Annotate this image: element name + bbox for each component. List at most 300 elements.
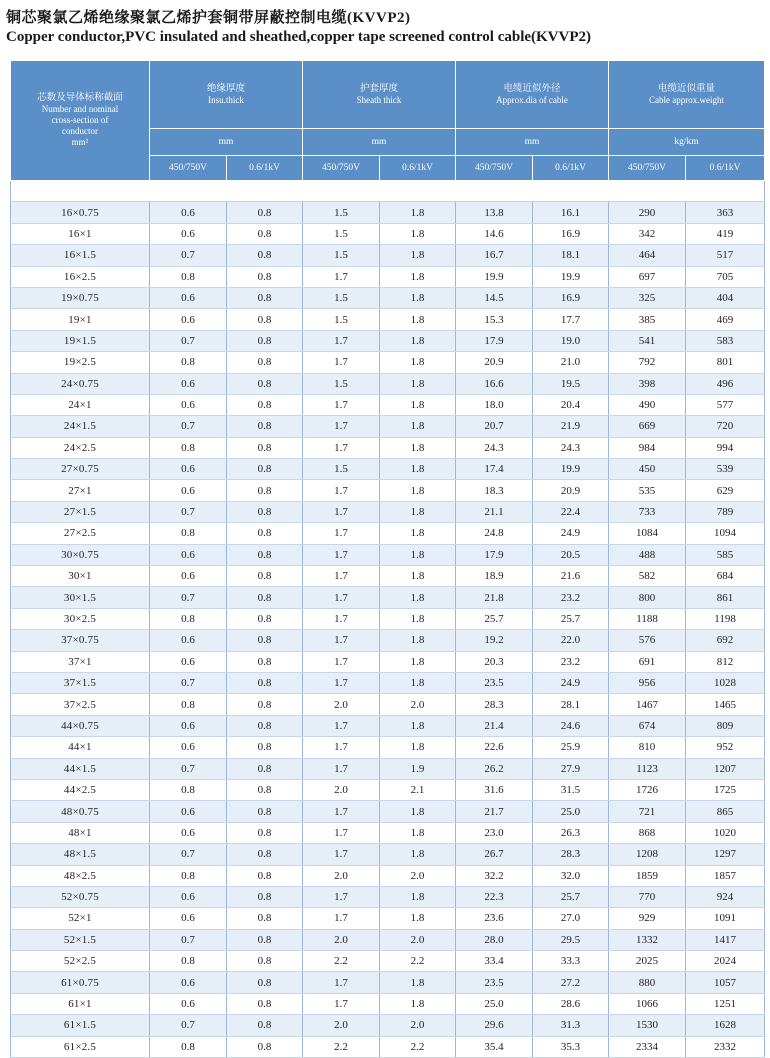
cell-weight-0-6-1kv: 1857 xyxy=(686,865,765,886)
cell-diameter-450-750v: 14.6 xyxy=(456,223,533,244)
cell-insulation-450-750v: 0.7 xyxy=(150,501,227,522)
cell-sheath-0-6-1kv: 1.8 xyxy=(380,523,456,544)
cell-weight-450-750v: 2025 xyxy=(609,951,686,972)
cell-weight-450-750v: 541 xyxy=(609,330,686,351)
cell-insulation-0-6-1kv: 0.8 xyxy=(227,822,303,843)
cell-weight-450-750v: 576 xyxy=(609,630,686,651)
page-title-english: Copper conductor,PVC insulated and sheathed,copper tape screened control cable(KVVP2) xyxy=(6,29,591,45)
cell-sheath-450-750v: 1.5 xyxy=(303,223,380,244)
table-row xyxy=(11,266,765,287)
cell-weight-450-750v: 342 xyxy=(609,223,686,244)
cell-diameter-450-750v: 23.0 xyxy=(456,822,533,843)
cell-sheath-450-750v: 1.7 xyxy=(303,844,380,865)
cell-diameter-0-6-1kv: 28.6 xyxy=(533,993,609,1014)
cell-weight-0-6-1kv: 1628 xyxy=(686,1015,765,1036)
header-diameter-en: Approx.dia of cable xyxy=(496,94,568,105)
cell-insulation-450-750v: 0.8 xyxy=(150,951,227,972)
header-voltage-low: 450/750V xyxy=(303,156,380,181)
cell-sheath-0-6-1kv: 1.8 xyxy=(380,373,456,394)
cell-insulation-450-750v: 0.7 xyxy=(150,330,227,351)
cell-diameter-450-750v: 33.4 xyxy=(456,951,533,972)
cell-conductor-size: 27×2.5 xyxy=(11,523,150,544)
cell-sheath-0-6-1kv: 1.8 xyxy=(380,608,456,629)
header-voltage-high: 0.6/1kV xyxy=(533,156,609,181)
header-conductor-size xyxy=(11,61,150,181)
cell-weight-450-750v: 450 xyxy=(609,459,686,480)
cell-weight-0-6-1kv: 583 xyxy=(686,330,765,351)
cell-insulation-450-750v: 0.6 xyxy=(150,459,227,480)
header-sheath-en: Sheath thick xyxy=(356,94,402,105)
cell-weight-0-6-1kv: 705 xyxy=(686,266,765,287)
cell-conductor-size: 44×2.5 xyxy=(11,779,150,800)
cell-weight-0-6-1kv: 1207 xyxy=(686,758,765,779)
cell-insulation-0-6-1kv: 0.8 xyxy=(227,330,303,351)
table-row xyxy=(11,566,765,587)
cell-sheath-450-750v: 1.7 xyxy=(303,416,380,437)
header-insulation-thickness xyxy=(150,61,303,129)
cell-sheath-450-750v: 1.7 xyxy=(303,630,380,651)
header-sheath-thickness xyxy=(303,61,456,129)
cell-insulation-450-750v: 0.7 xyxy=(150,758,227,779)
cell-sheath-0-6-1kv: 1.8 xyxy=(380,330,456,351)
header-insulation-cn: 绝缘厚度 xyxy=(207,83,246,94)
header-diameter-cn: 电缆近似外径 xyxy=(503,83,561,94)
cell-insulation-450-750v: 0.6 xyxy=(150,544,227,565)
table-row xyxy=(11,694,765,715)
cell-conductor-size: 19×1 xyxy=(11,309,150,330)
cell-sheath-450-750v: 1.7 xyxy=(303,587,380,608)
cell-diameter-0-6-1kv: 20.9 xyxy=(533,480,609,501)
cell-sheath-0-6-1kv: 1.8 xyxy=(380,287,456,308)
table-row xyxy=(11,801,765,822)
cell-conductor-size: 19×0.75 xyxy=(11,287,150,308)
cell-conductor-size: 30×0.75 xyxy=(11,544,150,565)
header-spacer xyxy=(11,181,765,202)
cell-diameter-450-750v: 24.8 xyxy=(456,523,533,544)
cell-diameter-0-6-1kv: 19.0 xyxy=(533,330,609,351)
cell-insulation-0-6-1kv: 0.8 xyxy=(227,309,303,330)
cell-diameter-0-6-1kv: 31.5 xyxy=(533,779,609,800)
cell-sheath-0-6-1kv: 2.0 xyxy=(380,929,456,950)
cell-conductor-size: 61×0.75 xyxy=(11,972,150,993)
header-approx-weight xyxy=(609,61,765,129)
cell-insulation-0-6-1kv: 0.8 xyxy=(227,459,303,480)
cell-weight-450-750v: 880 xyxy=(609,972,686,993)
cell-conductor-size: 27×0.75 xyxy=(11,459,150,480)
cell-diameter-450-750v: 21.1 xyxy=(456,501,533,522)
cell-sheath-0-6-1kv: 1.8 xyxy=(380,801,456,822)
cell-conductor-size: 30×1.5 xyxy=(11,587,150,608)
cell-sheath-0-6-1kv: 1.8 xyxy=(380,715,456,736)
cell-insulation-0-6-1kv: 0.8 xyxy=(227,886,303,907)
cell-conductor-size: 37×1.5 xyxy=(11,672,150,693)
table-row xyxy=(11,587,765,608)
cell-sheath-0-6-1kv: 1.8 xyxy=(380,566,456,587)
cell-insulation-0-6-1kv: 0.8 xyxy=(227,993,303,1014)
cell-weight-0-6-1kv: 801 xyxy=(686,352,765,373)
table-row xyxy=(11,672,765,693)
cell-weight-450-750v: 1332 xyxy=(609,929,686,950)
cell-insulation-450-750v: 0.8 xyxy=(150,865,227,886)
cell-insulation-0-6-1kv: 0.8 xyxy=(227,437,303,458)
cell-diameter-0-6-1kv: 20.4 xyxy=(533,394,609,415)
cell-diameter-450-750v: 32.2 xyxy=(456,865,533,886)
cell-insulation-0-6-1kv: 0.8 xyxy=(227,865,303,886)
cell-weight-0-6-1kv: 1297 xyxy=(686,844,765,865)
cell-weight-0-6-1kv: 629 xyxy=(686,480,765,501)
cell-insulation-0-6-1kv: 0.8 xyxy=(227,951,303,972)
cell-insulation-0-6-1kv: 0.8 xyxy=(227,608,303,629)
cell-diameter-0-6-1kv: 33.3 xyxy=(533,951,609,972)
cell-insulation-450-750v: 0.8 xyxy=(150,694,227,715)
header-conductor-size-en-1: Number and nominal xyxy=(41,104,119,114)
cell-sheath-450-750v: 1.7 xyxy=(303,801,380,822)
cell-sheath-0-6-1kv: 2.0 xyxy=(380,1015,456,1036)
cell-diameter-0-6-1kv: 31.3 xyxy=(533,1015,609,1036)
cell-diameter-0-6-1kv: 25.7 xyxy=(533,608,609,629)
cell-weight-0-6-1kv: 865 xyxy=(686,801,765,822)
cell-conductor-size: 48×1.5 xyxy=(11,844,150,865)
cell-diameter-0-6-1kv: 19.5 xyxy=(533,373,609,394)
cell-sheath-450-750v: 1.7 xyxy=(303,437,380,458)
cell-weight-0-6-1kv: 539 xyxy=(686,459,765,480)
cell-insulation-450-750v: 0.7 xyxy=(150,929,227,950)
cell-insulation-0-6-1kv: 0.8 xyxy=(227,544,303,565)
cell-insulation-0-6-1kv: 0.8 xyxy=(227,352,303,373)
cell-sheath-0-6-1kv: 1.8 xyxy=(380,886,456,907)
cell-diameter-0-6-1kv: 19.9 xyxy=(533,266,609,287)
cell-sheath-0-6-1kv: 2.2 xyxy=(380,1036,456,1057)
cell-sheath-450-750v: 1.7 xyxy=(303,566,380,587)
cell-sheath-0-6-1kv: 1.8 xyxy=(380,245,456,266)
cell-weight-0-6-1kv: 789 xyxy=(686,501,765,522)
cell-insulation-0-6-1kv: 0.8 xyxy=(227,908,303,929)
cell-conductor-size: 52×0.75 xyxy=(11,886,150,907)
cell-insulation-0-6-1kv: 0.8 xyxy=(227,929,303,950)
cell-diameter-0-6-1kv: 20.5 xyxy=(533,544,609,565)
cell-conductor-size: 19×2.5 xyxy=(11,352,150,373)
cell-weight-450-750v: 398 xyxy=(609,373,686,394)
cell-insulation-0-6-1kv: 0.8 xyxy=(227,630,303,651)
cell-diameter-450-750v: 18.0 xyxy=(456,394,533,415)
cell-weight-450-750v: 1188 xyxy=(609,608,686,629)
cell-insulation-450-750v: 0.6 xyxy=(150,737,227,758)
header-unit-insulation: mm xyxy=(150,129,303,156)
cell-diameter-0-6-1kv: 21.0 xyxy=(533,352,609,373)
cell-sheath-0-6-1kv: 2.2 xyxy=(380,951,456,972)
cell-diameter-0-6-1kv: 21.9 xyxy=(533,416,609,437)
cell-weight-0-6-1kv: 720 xyxy=(686,416,765,437)
cell-sheath-0-6-1kv: 1.8 xyxy=(380,651,456,672)
cell-sheath-450-750v: 1.7 xyxy=(303,886,380,907)
header-voltage-high: 0.6/1kV xyxy=(380,156,456,181)
cell-diameter-0-6-1kv: 22.0 xyxy=(533,630,609,651)
cell-diameter-0-6-1kv: 17.7 xyxy=(533,309,609,330)
table-row xyxy=(11,758,765,779)
cell-weight-0-6-1kv: 809 xyxy=(686,715,765,736)
cell-insulation-0-6-1kv: 0.8 xyxy=(227,523,303,544)
header-unit-weight: kg/km xyxy=(609,129,765,156)
cell-conductor-size: 37×2.5 xyxy=(11,694,150,715)
table-row xyxy=(11,865,765,886)
cell-diameter-0-6-1kv: 29.5 xyxy=(533,929,609,950)
cell-sheath-450-750v: 1.7 xyxy=(303,352,380,373)
cell-diameter-0-6-1kv: 24.6 xyxy=(533,715,609,736)
cell-sheath-0-6-1kv: 1.8 xyxy=(380,822,456,843)
cell-conductor-size: 27×1.5 xyxy=(11,501,150,522)
cell-diameter-0-6-1kv: 23.2 xyxy=(533,587,609,608)
cell-diameter-0-6-1kv: 27.9 xyxy=(533,758,609,779)
table-header xyxy=(11,61,765,202)
cell-sheath-450-750v: 1.5 xyxy=(303,373,380,394)
cell-diameter-0-6-1kv: 26.3 xyxy=(533,822,609,843)
cell-sheath-450-750v: 1.7 xyxy=(303,394,380,415)
cell-insulation-450-750v: 0.6 xyxy=(150,822,227,843)
table-row xyxy=(11,352,765,373)
cell-sheath-450-750v: 1.7 xyxy=(303,758,380,779)
cell-weight-450-750v: 721 xyxy=(609,801,686,822)
cell-weight-450-750v: 674 xyxy=(609,715,686,736)
cell-conductor-size: 24×1.5 xyxy=(11,416,150,437)
cell-conductor-size: 44×1.5 xyxy=(11,758,150,779)
table-row xyxy=(11,630,765,651)
cell-diameter-0-6-1kv: 24.9 xyxy=(533,523,609,544)
cell-insulation-450-750v: 0.6 xyxy=(150,394,227,415)
table-row xyxy=(11,480,765,501)
cell-diameter-450-750v: 21.7 xyxy=(456,801,533,822)
table-row xyxy=(11,373,765,394)
cell-diameter-450-750v: 22.3 xyxy=(456,886,533,907)
cell-diameter-450-750v: 22.6 xyxy=(456,737,533,758)
cell-weight-450-750v: 1530 xyxy=(609,1015,686,1036)
cell-weight-450-750v: 1066 xyxy=(609,993,686,1014)
cell-conductor-size: 48×2.5 xyxy=(11,865,150,886)
cell-diameter-0-6-1kv: 16.9 xyxy=(533,223,609,244)
cell-conductor-size: 24×0.75 xyxy=(11,373,150,394)
cell-conductor-size: 30×1 xyxy=(11,566,150,587)
cell-sheath-450-750v: 1.7 xyxy=(303,737,380,758)
cell-weight-0-6-1kv: 1094 xyxy=(686,523,765,544)
cell-diameter-450-750v: 21.4 xyxy=(456,715,533,736)
cell-sheath-450-750v: 1.7 xyxy=(303,672,380,693)
cell-diameter-450-750v: 35.4 xyxy=(456,1036,533,1057)
table-row xyxy=(11,908,765,929)
cell-sheath-0-6-1kv: 1.8 xyxy=(380,437,456,458)
cell-diameter-450-750v: 17.9 xyxy=(456,544,533,565)
cell-sheath-450-750v: 2.0 xyxy=(303,1015,380,1036)
cell-insulation-450-750v: 0.7 xyxy=(150,416,227,437)
cell-diameter-450-750v: 25.0 xyxy=(456,993,533,1014)
cell-insulation-450-750v: 0.8 xyxy=(150,266,227,287)
cell-diameter-0-6-1kv: 18.1 xyxy=(533,245,609,266)
cell-diameter-0-6-1kv: 25.9 xyxy=(533,737,609,758)
cell-weight-450-750v: 697 xyxy=(609,266,686,287)
cell-insulation-450-750v: 0.7 xyxy=(150,587,227,608)
cell-weight-450-750v: 2334 xyxy=(609,1036,686,1057)
cell-diameter-450-750v: 23.5 xyxy=(456,672,533,693)
cell-insulation-450-750v: 0.8 xyxy=(150,523,227,544)
cell-weight-450-750v: 792 xyxy=(609,352,686,373)
cell-insulation-0-6-1kv: 0.8 xyxy=(227,737,303,758)
cell-insulation-0-6-1kv: 0.8 xyxy=(227,373,303,394)
cell-weight-0-6-1kv: 419 xyxy=(686,223,765,244)
cell-diameter-0-6-1kv: 19.9 xyxy=(533,459,609,480)
cell-weight-0-6-1kv: 404 xyxy=(686,287,765,308)
cell-weight-0-6-1kv: 1020 xyxy=(686,822,765,843)
cell-insulation-0-6-1kv: 0.8 xyxy=(227,416,303,437)
cell-sheath-0-6-1kv: 1.8 xyxy=(380,844,456,865)
cell-conductor-size: 37×0.75 xyxy=(11,630,150,651)
cell-insulation-0-6-1kv: 0.8 xyxy=(227,972,303,993)
cell-weight-450-750v: 488 xyxy=(609,544,686,565)
cell-weight-450-750v: 810 xyxy=(609,737,686,758)
cell-weight-0-6-1kv: 684 xyxy=(686,566,765,587)
header-weight-cn: 电缆近似重量 xyxy=(658,83,716,94)
cell-insulation-450-750v: 0.8 xyxy=(150,1036,227,1057)
table-row xyxy=(11,1015,765,1036)
cell-weight-450-750v: 800 xyxy=(609,587,686,608)
cell-diameter-450-750v: 21.8 xyxy=(456,587,533,608)
cell-sheath-450-750v: 1.7 xyxy=(303,715,380,736)
cell-sheath-450-750v: 1.5 xyxy=(303,245,380,266)
cell-weight-0-6-1kv: 1028 xyxy=(686,672,765,693)
cell-weight-450-750v: 1123 xyxy=(609,758,686,779)
cell-diameter-0-6-1kv: 16.9 xyxy=(533,287,609,308)
table-row xyxy=(11,951,765,972)
cell-weight-0-6-1kv: 994 xyxy=(686,437,765,458)
cell-sheath-450-750v: 1.7 xyxy=(303,972,380,993)
table-row xyxy=(11,822,765,843)
cell-weight-450-750v: 325 xyxy=(609,287,686,308)
cell-insulation-450-750v: 0.8 xyxy=(150,352,227,373)
cell-sheath-0-6-1kv: 1.8 xyxy=(380,309,456,330)
header-conductor-size-en-3: conductor xyxy=(62,126,98,136)
cell-sheath-0-6-1kv: 1.8 xyxy=(380,630,456,651)
cell-weight-0-6-1kv: 2024 xyxy=(686,951,765,972)
cell-diameter-0-6-1kv: 24.9 xyxy=(533,672,609,693)
cell-sheath-450-750v: 1.7 xyxy=(303,908,380,929)
cell-diameter-0-6-1kv: 27.2 xyxy=(533,972,609,993)
cell-weight-0-6-1kv: 1725 xyxy=(686,779,765,800)
cell-diameter-450-750v: 23.5 xyxy=(456,972,533,993)
cell-insulation-0-6-1kv: 0.8 xyxy=(227,223,303,244)
cell-sheath-0-6-1kv: 1.9 xyxy=(380,758,456,779)
header-voltage-low: 450/750V xyxy=(456,156,533,181)
cell-sheath-450-750v: 1.5 xyxy=(303,287,380,308)
cell-insulation-0-6-1kv: 0.8 xyxy=(227,480,303,501)
cell-insulation-0-6-1kv: 0.8 xyxy=(227,779,303,800)
cell-sheath-0-6-1kv: 1.8 xyxy=(380,352,456,373)
cell-insulation-450-750v: 0.7 xyxy=(150,672,227,693)
cell-diameter-0-6-1kv: 24.3 xyxy=(533,437,609,458)
cell-conductor-size: 24×2.5 xyxy=(11,437,150,458)
cell-conductor-size: 48×1 xyxy=(11,822,150,843)
cell-weight-450-750v: 1859 xyxy=(609,865,686,886)
cell-diameter-450-750v: 19.2 xyxy=(456,630,533,651)
cell-sheath-0-6-1kv: 1.8 xyxy=(380,587,456,608)
cell-weight-0-6-1kv: 924 xyxy=(686,886,765,907)
cell-conductor-size: 37×1 xyxy=(11,651,150,672)
cell-conductor-size: 27×1 xyxy=(11,480,150,501)
cell-weight-450-750v: 464 xyxy=(609,245,686,266)
cell-sheath-450-750v: 2.0 xyxy=(303,694,380,715)
cell-diameter-0-6-1kv: 35.3 xyxy=(533,1036,609,1057)
cell-sheath-0-6-1kv: 1.8 xyxy=(380,501,456,522)
cell-sheath-450-750v: 2.2 xyxy=(303,1036,380,1057)
cell-weight-450-750v: 669 xyxy=(609,416,686,437)
cell-insulation-450-750v: 0.6 xyxy=(150,908,227,929)
cell-diameter-0-6-1kv: 32.0 xyxy=(533,865,609,886)
cell-diameter-450-750v: 25.7 xyxy=(456,608,533,629)
cell-diameter-450-750v: 31.6 xyxy=(456,779,533,800)
cell-diameter-450-750v: 14.5 xyxy=(456,287,533,308)
cell-insulation-0-6-1kv: 0.8 xyxy=(227,758,303,779)
cell-sheath-450-750v: 1.5 xyxy=(303,309,380,330)
table-row xyxy=(11,459,765,480)
cell-diameter-450-750v: 20.3 xyxy=(456,651,533,672)
cell-insulation-450-750v: 0.6 xyxy=(150,993,227,1014)
cell-weight-450-750v: 1726 xyxy=(609,779,686,800)
header-conductor-size-en-2: cross-section of xyxy=(51,115,109,125)
cell-sheath-450-750v: 1.7 xyxy=(303,330,380,351)
cell-weight-0-6-1kv: 861 xyxy=(686,587,765,608)
cell-weight-0-6-1kv: 577 xyxy=(686,394,765,415)
table-row xyxy=(11,437,765,458)
cell-insulation-0-6-1kv: 0.8 xyxy=(227,394,303,415)
cell-weight-0-6-1kv: 1198 xyxy=(686,608,765,629)
cell-insulation-450-750v: 0.6 xyxy=(150,480,227,501)
cell-conductor-size: 30×2.5 xyxy=(11,608,150,629)
cell-insulation-450-750v: 0.6 xyxy=(150,630,227,651)
cell-diameter-450-750v: 20.7 xyxy=(456,416,533,437)
cell-diameter-450-750v: 17.4 xyxy=(456,459,533,480)
table-row xyxy=(11,844,765,865)
cell-weight-450-750v: 929 xyxy=(609,908,686,929)
cell-diameter-450-750v: 26.7 xyxy=(456,844,533,865)
cell-conductor-size: 24×1 xyxy=(11,394,150,415)
cell-weight-0-6-1kv: 363 xyxy=(686,202,765,223)
table-row xyxy=(11,886,765,907)
header-voltage-low: 450/750V xyxy=(150,156,227,181)
cell-insulation-0-6-1kv: 0.8 xyxy=(227,1036,303,1057)
table-row xyxy=(11,737,765,758)
cell-diameter-0-6-1kv: 23.2 xyxy=(533,651,609,672)
table-row xyxy=(11,202,765,223)
cell-conductor-size: 16×1.5 xyxy=(11,245,150,266)
cell-diameter-450-750v: 16.6 xyxy=(456,373,533,394)
header-conductor-size-unit: mm² xyxy=(71,137,89,147)
cell-weight-0-6-1kv: 2332 xyxy=(686,1036,765,1057)
cell-diameter-450-750v: 24.3 xyxy=(456,437,533,458)
cell-sheath-0-6-1kv: 1.8 xyxy=(380,266,456,287)
cell-weight-450-750v: 290 xyxy=(609,202,686,223)
header-conductor-size-cn: 芯数及导体标称截面 xyxy=(37,93,123,103)
cell-diameter-450-750v: 20.9 xyxy=(456,352,533,373)
cell-insulation-0-6-1kv: 0.8 xyxy=(227,245,303,266)
cell-diameter-0-6-1kv: 16.1 xyxy=(533,202,609,223)
cell-sheath-450-750v: 1.7 xyxy=(303,266,380,287)
cell-insulation-450-750v: 0.6 xyxy=(150,972,227,993)
cell-weight-0-6-1kv: 496 xyxy=(686,373,765,394)
cell-sheath-0-6-1kv: 1.8 xyxy=(380,459,456,480)
cell-sheath-450-750v: 1.7 xyxy=(303,993,380,1014)
cell-conductor-size: 52×2.5 xyxy=(11,951,150,972)
table-row xyxy=(11,330,765,351)
cell-conductor-size: 16×2.5 xyxy=(11,266,150,287)
cell-insulation-450-750v: 0.6 xyxy=(150,202,227,223)
cell-insulation-0-6-1kv: 0.8 xyxy=(227,1015,303,1036)
cell-conductor-size: 52×1.5 xyxy=(11,929,150,950)
